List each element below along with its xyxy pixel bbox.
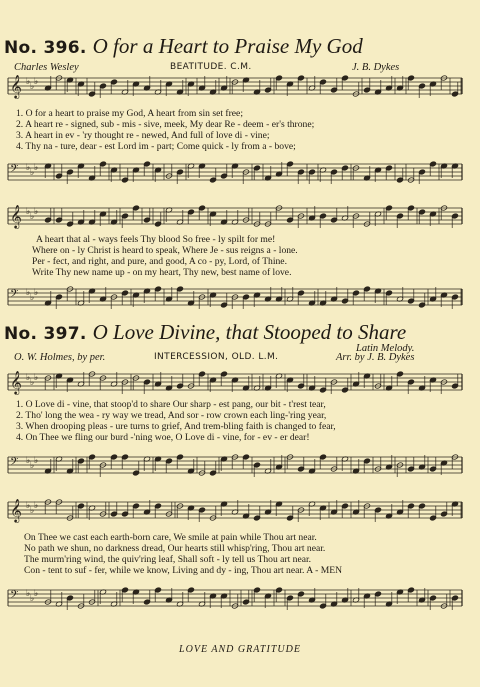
hymn-source: Latin Melody. — [356, 343, 415, 354]
music-staff-system — [0, 277, 480, 321]
hymn-title: O Love Divine, that Stooped to Share — [92, 320, 407, 344]
bass-clef-icon: 𝄢 — [10, 163, 19, 178]
verse-line: The murm'ring wind, the quiv'ring leaf, Shall soft - ly tell us Thou art near. — [24, 554, 312, 565]
hymn-title: O for a Heart to Praise My God — [92, 34, 363, 58]
verse-line: 2. Tho' long the wea - ry way we tread, And sor - row crown each ling-'ring year, — [16, 410, 327, 421]
flat-icon: ♭ — [34, 501, 39, 511]
flat-icon: ♭ — [30, 212, 35, 222]
page-footer: LOVE AND GRATITUDE — [179, 644, 301, 655]
treble-clef-icon: 𝄞 — [10, 498, 22, 522]
verse-line: 4. Thy na - ture, dear - est Lord im - part; Come quick - ly from a - bove; — [16, 141, 296, 152]
verse-line: On Thee we cast each earth-born care, We smile at pain while Thou art near. — [24, 532, 317, 543]
staff — [8, 74, 462, 99]
verse-line: A heart that al - ways feels Thy blood So free - ly spilt for me! — [36, 234, 276, 245]
hymn-396-heading — [4, 34, 363, 59]
staff — [8, 498, 462, 523]
staff — [8, 454, 462, 477]
flat-icon: ♭ — [30, 168, 35, 178]
bass-clef-icon: 𝄢 — [10, 589, 19, 604]
verse-line: 3. A heart in ev - 'ry thought re - newed, And full of love di - vine; — [16, 130, 270, 141]
verse-line: 1. O Love di - vine, that stoop'd to share Our sharp - est pang, our bit - t'rest tear, — [16, 399, 326, 410]
flat-icon: ♭ — [34, 589, 39, 599]
staff — [8, 370, 462, 395]
staff — [8, 161, 462, 184]
treble-clef-icon: 𝄞 — [10, 74, 22, 98]
flat-icon: ♭ — [30, 506, 35, 516]
hymn-author: Charles Wesley — [14, 62, 79, 73]
staff — [8, 587, 462, 610]
flat-icon: ♭ — [26, 456, 31, 466]
flat-icon: ♭ — [26, 207, 31, 217]
verse-line: Per - fect, and right, and pure, and good, A co - py, Lord, of Thine. — [32, 256, 287, 267]
verse-line: 2. A heart re - signed, sub - mis - sive, meek, My dear Re - deem - er's throne; — [16, 119, 315, 130]
flat-icon: ♭ — [26, 163, 31, 173]
flat-icon: ♭ — [30, 594, 35, 604]
music-staff-system — [0, 578, 480, 622]
treble-clef-icon: 𝄞 — [10, 370, 22, 394]
flat-icon: ♭ — [34, 456, 39, 466]
flat-icon: ♭ — [26, 373, 31, 383]
treble-clef-icon: 𝄞 — [10, 204, 22, 228]
flat-icon: ♭ — [30, 82, 35, 92]
verse-line: Con - tent to suf - fer, while we know, Living and dy - ing, Thou art near. A - MEN — [24, 565, 343, 576]
flat-icon: ♭ — [30, 293, 35, 303]
staff — [8, 286, 462, 309]
verse-line: Write Thy new name up - on my heart, Thy new, best name of love. — [32, 267, 292, 278]
hymn-author: O. W. Holmes, by per. — [14, 352, 106, 363]
flat-icon: ♭ — [34, 288, 39, 298]
flat-icon: ♭ — [30, 461, 35, 471]
verse-line: Where on - ly Christ is heard to speak, Where Je - sus reigns a - lone. — [32, 245, 298, 256]
hymn-tune: INTERCESSION, OLD. L.M. — [154, 352, 279, 362]
flat-icon: ♭ — [26, 589, 31, 599]
flat-icon: ♭ — [34, 77, 39, 87]
hymn-number: No. 396. — [4, 38, 87, 58]
music-staff-system — [0, 152, 480, 196]
music-staff-system — [0, 445, 480, 489]
verse-line: 1. O for a heart to praise my God, A heart from sin set free; — [16, 108, 243, 119]
hymn-tune: BEATITUDE. C.M. — [170, 62, 252, 72]
verse-line: 3. When drooping pleas - ure turns to grief, And trem-bling faith is changed to fear, — [16, 421, 336, 432]
bass-clef-icon: 𝄢 — [10, 456, 19, 471]
flat-icon: ♭ — [26, 501, 31, 511]
flat-icon: ♭ — [34, 163, 39, 173]
flat-icon: ♭ — [34, 207, 39, 217]
flat-icon: ♭ — [26, 288, 31, 298]
bass-clef-icon: 𝄢 — [10, 288, 19, 303]
flat-icon: ♭ — [34, 373, 39, 383]
flat-icon: ♭ — [30, 378, 35, 388]
hymn-arranger: Arr. by J. B. Dykes — [336, 352, 415, 363]
verse-line: 4. On Thee we fling our burd -'ning woe, O Love di - vine, for - ev - er dear! — [16, 432, 310, 443]
hymn-number: No. 397. — [4, 324, 87, 344]
verse-line: No path we shun, no darkness dread, Our hearts still whisp'ring, Thou art near. — [24, 543, 326, 554]
staff — [8, 204, 462, 229]
music-staff-system — [0, 490, 480, 534]
hymn-composer: J. B. Dykes — [352, 62, 400, 73]
hymn-397-heading — [4, 320, 406, 345]
flat-icon: ♭ — [26, 77, 31, 87]
